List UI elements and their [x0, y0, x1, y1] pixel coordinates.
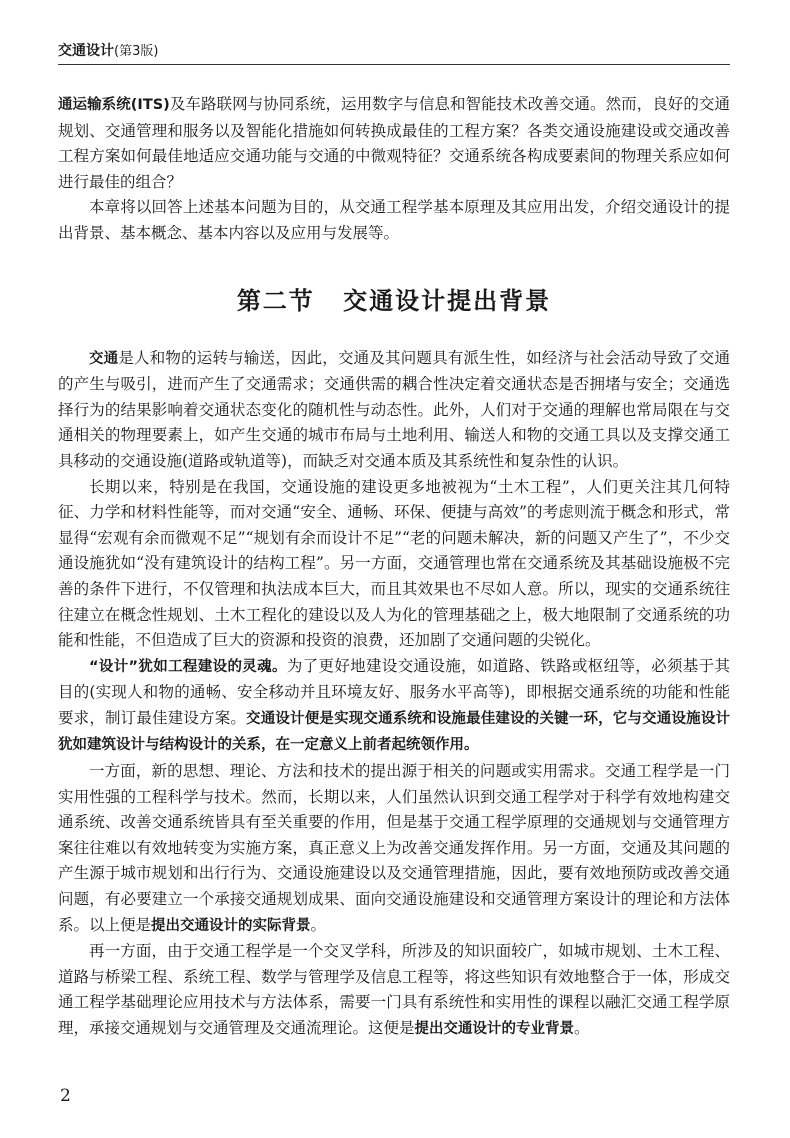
bold-text-run: 提出交通设计的实际背景: [151, 917, 311, 934]
running-header: [58, 40, 730, 60]
section-title: 第二节 交通设计提出背景: [236, 286, 552, 315]
book-edition: (第3版): [114, 44, 159, 59]
text-run: 为了更好地建设交通设施，如道路、铁路或枢纽等，必须基于其目的(实现人和物的通畅、安全移动并且环境友好、服务水平高等)，即根据交通系统的功能和性能要求，制订最佳建设方案。: [58, 656, 730, 727]
bold-text-run: 交通设计便是实现交通系统和设施最佳建设的关键一环，它与交通设施设计犹如建筑设计与结构设计的关系，在一定意义上前者起统领作用。: [58, 710, 730, 754]
paragraph: [58, 759, 730, 939]
text-run: 。: [310, 915, 327, 934]
paragraph: [58, 475, 730, 654]
text-run: 一方面，新的思想、理论、方法和技术的提出源于相关的问题或实用需求。交通工程学是一门实用性强的工程科学与技术。然而，长期以来，人们虽然认识到交通工程学对于科学有效地构建交通系统、改善交通系统皆具有至关重要的作用，但是基于交通工程学原理的交通规划与交通管理方案往往难以有效地转变为实施方案，真正意义上为改善交通发挥作用。另一方面，交通及其问题的产生源于城市规划和出行行为、交通设施建设以及交通管理措施，因此，要有效地预防或改善交通问题，有必要建立一个承接交通规划成果、面向交通设施建设和交通管理方案设计的理论和方法体系。以上便是: [58, 762, 730, 934]
paragraph: [58, 195, 730, 246]
intro-paragraphs: [58, 92, 730, 247]
paragraph: [58, 939, 730, 1042]
text-run: 及车路联网与协同系统，运用数字与信息和智能技术改善交通。然而，良好的交通规划、交通管理和服务以及智能化措施如何转换成最佳的工程方案？各类交通设施建设或交通改善工程方案如何最佳地适应交通功能与交通的中微观特征？交通系统各构成要素间的物理关系应如何进行最佳的组合？: [58, 95, 730, 191]
text-run: 再一方面，由于交通工程学是一个交叉学科，所涉及的知识面较广，如城市规划、土木工程、道路与桥梁工程、系统工程、数学与管理学及信息工程等，将这些知识有效地整合于一体，形成交通工程学基础理论应用技术与方法体系，需要一门具有系统性和实用性的课程以融汇交通工程学原理，承接交通规划与交通管理及交通流理论。这便是: [58, 942, 730, 1037]
paragraph: [58, 92, 730, 195]
page-body: [58, 92, 730, 1043]
text-run: 长期以来，特别是在我国，交通设施的建设更多地被视为“土木工程”，人们更关注其几何特征、力学和材料性能等，而对交通“安全、通畅、环保、便捷与高效”的考虑则流于概念和形式，常显得“宏观有余而微观不足”“规划有余而设计不足”“老的问题未解决，新的问题又产生了”，不少交通设施犹如“没有建筑设计的结构工程”。另一方面，交通管理也常在交通系统及其基础设施极不完善的条件下进行，不仅管理和执法成本巨大，而且其效果也不尽如人意。所以，现实的交通系统往往建立在概念性规划、土木工程化的建设以及人为化的管理基础之上，极大地限制了交通系统的功能和性能，不但造成了巨大的资源和投资的浪费，还加剧了交通问题的尖锐化。: [58, 477, 730, 650]
bold-text-run: “设计”犹如工程建设的灵魂。: [89, 658, 287, 675]
paragraph: [58, 654, 730, 759]
bold-text-run: 通运输系统(ITS): [58, 97, 170, 113]
section-paragraphs: [58, 346, 730, 1043]
bold-text-run: 交通: [89, 350, 119, 367]
text-run: 是人和物的运转与输送，因此，交通及其问题具有派生性，如经济与社会活动导致了交通的产生与吸引，进而产生了交通需求；交通供需的耦合性决定着交通状态是否拥堵与安全；交通选择行为的结果影响着交通状态变化的随机性与动态性。此外，人们对于交通的理解也常局限在与交通相关的物理要素上，如产生交通的城市布局与土地利用、输送人和物的交通工具以及支撑交通工具移动的交通设施(道路或轨道等)，而缺乏对交通本质及其系统性和复杂性的认识。: [58, 348, 730, 470]
text-run: 本章将以回答上述基本问题为目的，从交通工程学基本原理及其应用出发，介绍交通设计的提出背景、基本概念、基本内容以及应用与发展等。: [58, 198, 730, 242]
header-rule: [58, 64, 730, 65]
book-title: 交通设计: [58, 43, 114, 59]
bold-text-run: 提出交通设计的专业背景: [414, 1021, 575, 1037]
text-run: 。: [574, 1019, 590, 1037]
paragraph: [58, 346, 730, 475]
page-number: 2: [60, 1086, 71, 1106]
